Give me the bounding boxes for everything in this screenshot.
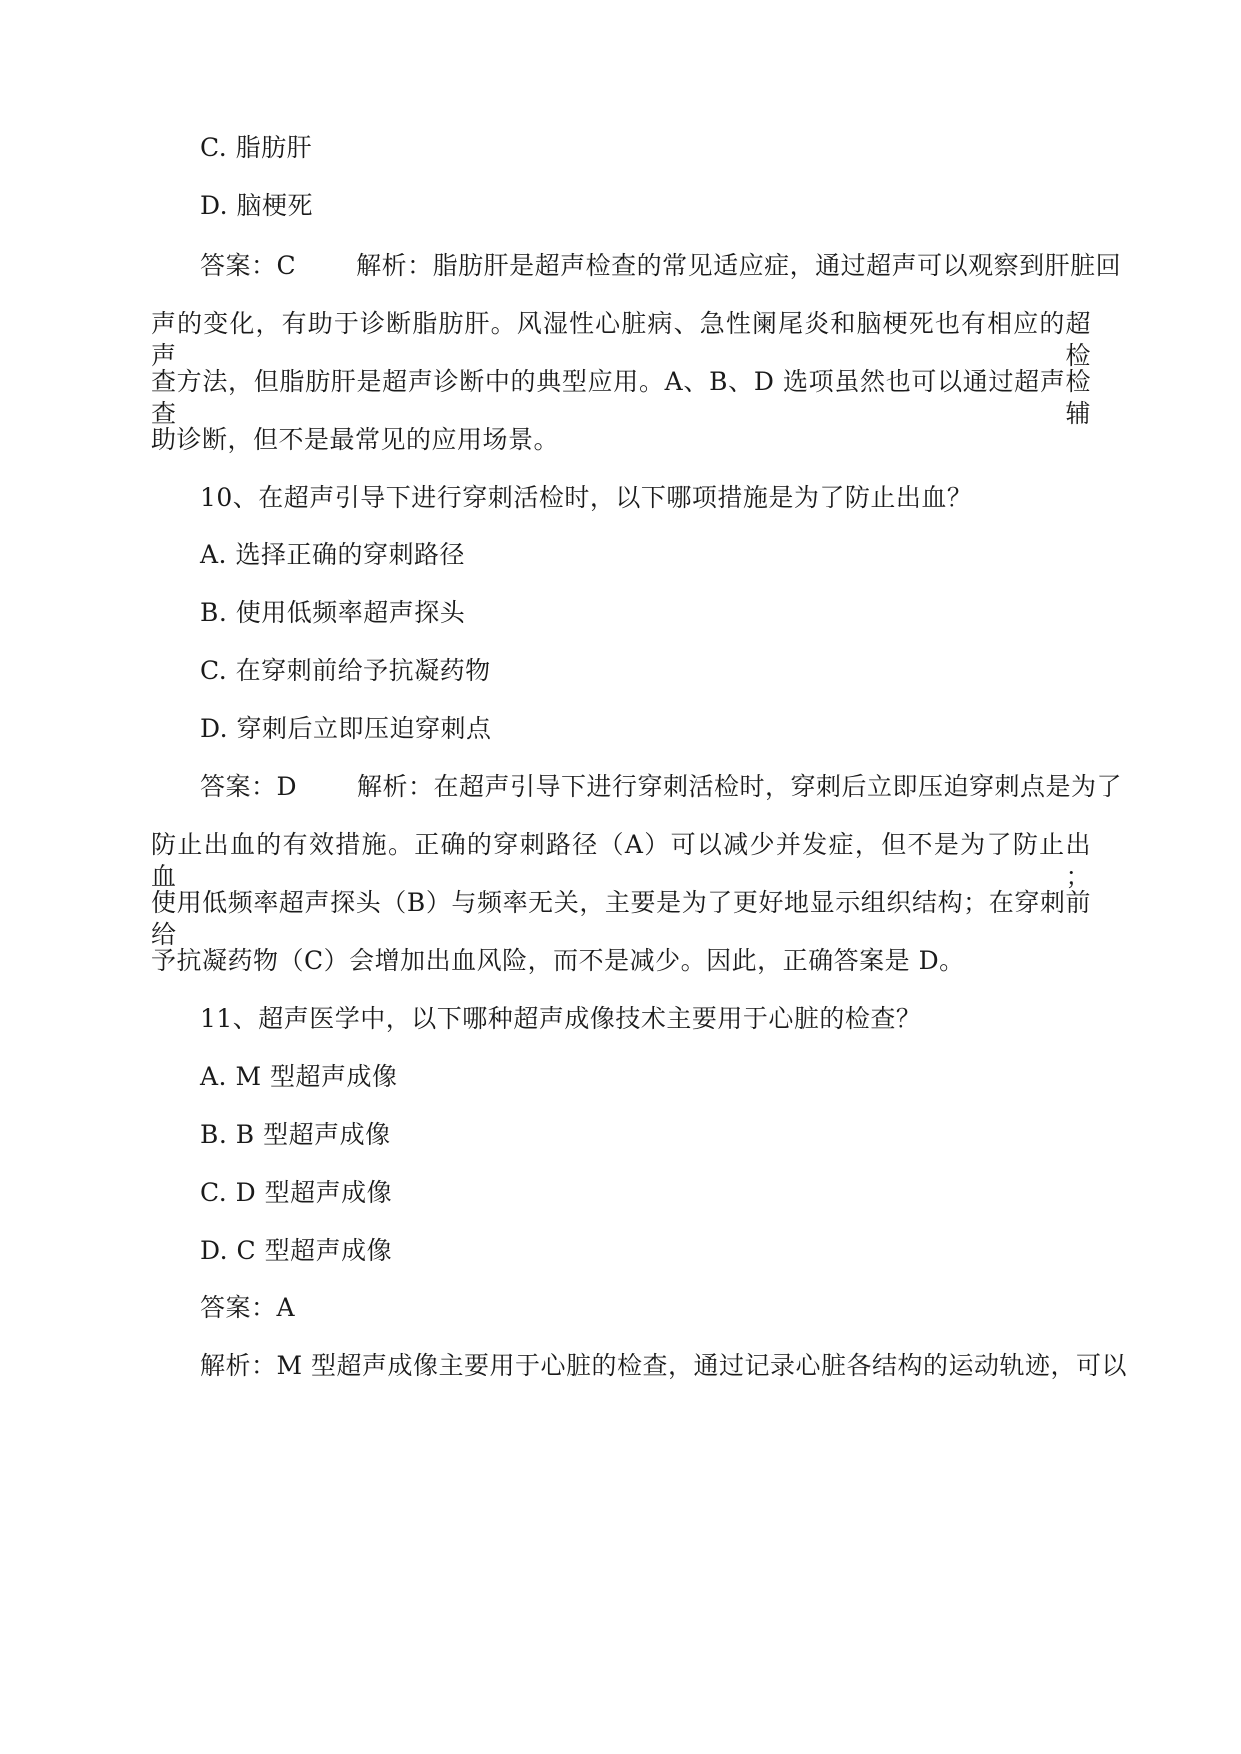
q10-analysis-line-1: 解析：在超声引导下进行穿刺活检时，穿刺后立即压迫穿刺点是为了 (357, 772, 1123, 801)
q9-analysis-line-3: 查方法，但脂肪肝是超声诊断中的典型应用。A、B、D 选项虽然也可以通过超声检查辅 (151, 367, 1091, 428)
q11-option-b: B. B 型超声成像 (200, 1120, 391, 1149)
q9-analysis-line-4: 助诊断，但不是最常见的应用场景。 (151, 425, 560, 454)
q10-answer-analysis-line-1 (200, 771, 1122, 803)
q10-answer: 答案：D (200, 772, 298, 801)
q10-analysis-line-4: 予抗凝药物（C）会增加出血风险，而不是减少。因此，正确答案是 D。 (151, 946, 965, 975)
q9-analysis-line-1: 解析：脂肪肝是超声检查的常见适应症，通过超声可以观察到肝脏回 (356, 251, 1122, 280)
q9-option-d: D. 脑梗死 (200, 191, 314, 220)
q9-answer-analysis-line-1 (200, 250, 1121, 282)
q10-option-a: A. 选择正确的穿刺路径 (200, 540, 465, 569)
q11-option-a: A. M 型超声成像 (200, 1062, 398, 1091)
q11-analysis-line-1: 解析：M 型超声成像主要用于心脏的检查，通过记录心脏各结构的运动轨迹，可以 (200, 1351, 1128, 1380)
q11-question: 11、超声医学中，以下哪种超声成像技术主要用于心脏的检查？ (200, 1004, 922, 1033)
q10-analysis-line-3: 使用低频率超声探头（B）与频率无关，主要是为了更好地显示组织结构；在穿刺前给 (151, 888, 1091, 949)
q10-analysis-line-2: 防止出血的有效措施。正确的穿刺路径（A）可以减少并发症，但不是为了防止出血； (151, 830, 1091, 891)
q10-option-c: C. 在穿刺前给予抗凝药物 (200, 656, 491, 685)
q9-analysis-line-2: 声的变化，有助于诊断脂肪肝。风湿性心脏病、急性阑尾炎和脑梗死也有相应的超声检 (151, 309, 1091, 370)
q11-option-d: D. C 型超声成像 (200, 1236, 393, 1265)
q10-option-b: B. 使用低频率超声探头 (200, 598, 466, 627)
q11-answer: 答案：A (200, 1293, 296, 1322)
q11-option-c: C. D 型超声成像 (200, 1178, 393, 1207)
q9-option-c: C. 脂肪肝 (200, 133, 313, 162)
q10-option-d: D. 穿刺后立即压迫穿刺点 (200, 714, 492, 743)
q10-question: 10、在超声引导下进行穿刺活检时，以下哪项措施是为了防止出血？ (200, 483, 973, 512)
q9-answer: 答案：C (200, 251, 297, 280)
